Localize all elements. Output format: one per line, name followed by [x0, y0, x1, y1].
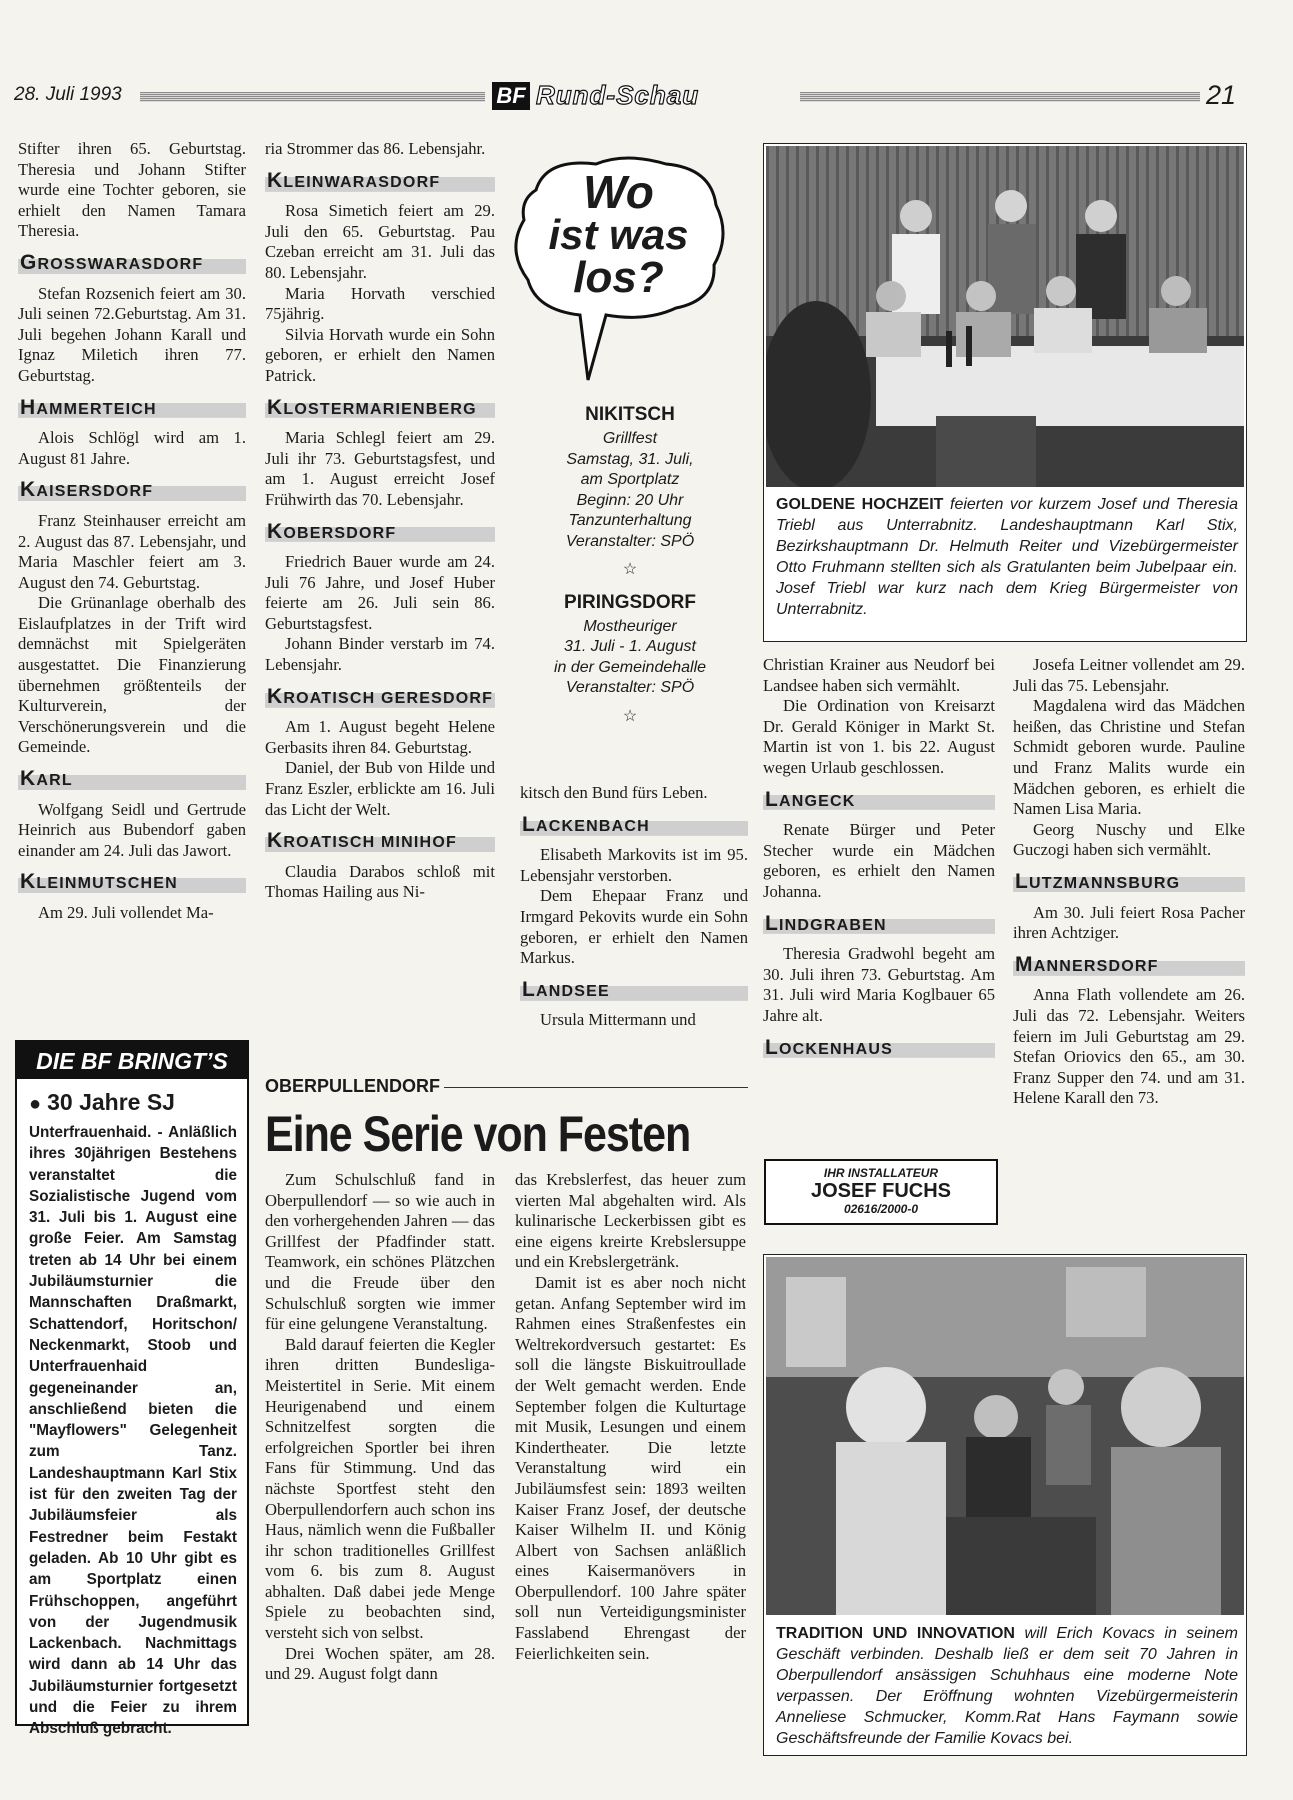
- col4-text-ordination: Die Ordination von Kreisarzt Dr. Gerald Königer in Markt St. Martin ist von 1. bis 22. August wegen Urlaub geschlossen.: [763, 696, 995, 777]
- col5-text-3: Georg Nuschy und Elke Guczogi haben sich vermählt.: [1013, 819, 1245, 860]
- event-1-line: Tanzunterhaltung: [568, 512, 692, 529]
- event-2-line: Veranstalter: SPÖ: [565, 679, 695, 696]
- text-kleinmutschen: Am 29. Juli vollendet Ma-: [38, 903, 214, 922]
- golden-wedding-caption: [776, 494, 1238, 620]
- col3-intro: kitsch den Bund fürs Leben.: [520, 783, 708, 802]
- event-2-line: 31. Juli - 1. August: [564, 638, 696, 655]
- bf-bringts-title-row: [17, 1079, 247, 1120]
- column-4: [763, 655, 995, 1068]
- heading-hammerteich: HAMMERTEICH: [18, 395, 246, 423]
- heading-grosswarasdorf: GROSSWARASDORF: [18, 250, 246, 278]
- event-1-line: am Sportplatz: [580, 471, 680, 488]
- event-1-line: Veranstalter: SPÖ: [565, 532, 695, 550]
- text-lindgraben: Theresia Gradwohl begeht am 30. Juli ihren 73. Geburtstag. Am 31. Juli wird Maria Koglbauer 65 Jahre alt.: [763, 944, 995, 1025]
- text-kleinwarasdorf-1: Rosa Simetich feiert am 29. Juli den 65. Geburtstag. Pau Czeban erreicht am 31. Juli das 80. Lebensjahr.: [265, 201, 495, 282]
- event-1-place: NIKITSCH: [585, 404, 675, 425]
- article-kicker: OBERPULLENDORF: [265, 1076, 444, 1096]
- heading-klostermarienberg: KLOSTERMARIENBERG: [265, 395, 495, 423]
- rundschau-logo: Rund-Schau: [536, 80, 700, 110]
- text-lutzmannsburg: Am 30. Juli feiert Rosa Pacher ihren Achtziger.: [1013, 902, 1245, 943]
- golden-wedding-photo: [766, 146, 1244, 487]
- crowd-photo-illustration: [766, 1257, 1244, 1615]
- column-5: [1013, 655, 1245, 1109]
- text-karl: Wolfgang Seidl und Gertrude Heinrich aus Bubendorf gaben einander am 24. Juli das Jawort.: [18, 799, 246, 860]
- heading-langeck: LANGECK: [763, 787, 995, 815]
- event-1-line: Grillfest: [602, 430, 658, 447]
- golden-wedding-caption-text: feierten vor kurzem Josef und Theresia Triebl aus Unterrabnitz. Landeshauptmann Karl Stix, Bezirkshauptmann Dr. Helmuth Reiter und Vizebürgermeister Otto Fruhmann stellten sich als Gratulanten beim Jubelpaar ein. Josef Triebl war kurz nach dem Krieg Bürgermeister von Unterrabnitz.: [776, 496, 1239, 618]
- heading-kroatisch-geresdorf: KROATISCH GERESDORF: [265, 684, 495, 712]
- shop-opening-caption-text: will Erich Kovacs in seinem Geschäft verbinden. Deshalb ließ er dem seit 70 Jahren in Oberpullendorf ansässigen Schuhhaus eine moderne Note verpassen. Der Eröffnung wohnten Vizebürgermeisterin Anneliese Schmucker, Komm.Rat Hans Faymann sowie Geschäftsfreunde der Familie Kovacs bei.: [776, 1625, 1238, 1747]
- bf-bringts-header: DIE BF BRINGT’S: [17, 1042, 247, 1079]
- column-2: [265, 139, 495, 903]
- col2-intro: ria Strommer das 86. Lebensjahr.: [265, 139, 486, 158]
- heading-kroatisch-minihof: KROATISCH MINIHOF: [265, 828, 495, 856]
- shop-opening-photo: [766, 1257, 1244, 1615]
- heading-kleinwarasdorf: KLEINWARASDORF: [265, 168, 495, 196]
- article-paragraph: Damit ist es aber noch nicht getan. Anfang September wird im Rahmen eines Straßenfestes ein Weltrekordversuch gestartet: Es soll die längste Biskuitroullade der Welt gemacht werden. Ende September folgen die Kulturtage mit Musik, Lesungen und einem Kindertheater. Die letzte Veranstaltung wird ein Jubiläumsfest sein: 1893 weilten Kaiser Franz Josef, der deutsche Kaiser Wilhelm II. und König Albert von Sachsen anläßlich eines Kaisermanövers in Oberpullendorf. 100 Jahre später soll nun Verteidigungsminister Fasslabend Ehrengast der Feierlichkeiten sein.: [515, 1272, 746, 1663]
- text-kleinwarasdorf-2: Maria Horvath verschied 75jährig.: [265, 283, 495, 324]
- article-paragraph: Drei Wochen später, am 28. und 29. August folgt dann: [265, 1643, 495, 1684]
- text-mannersdorf: Anna Flath vollendete am 26. Juli das 72. Lebensjahr. Weiters feiern im Juli Geburtstag am 29. Stefan Oriovics den 65., am 30. Franz Supper den 74. und am 31. Helene Karall den 73.: [1013, 985, 1245, 1108]
- bf-logo: BF: [492, 82, 530, 110]
- article-kicker-row: [265, 1076, 748, 1102]
- group-photo-illustration: [766, 146, 1244, 487]
- text-grosswarasdorf: Stefan Rozsenich feiert am 30. Juli seinen 72.Geburtstag. Am 31. Juli begehen Johann Karall und Ignaz Miletich ihren 77. Geburtstag.: [18, 283, 246, 385]
- text-klostermarienberg: Maria Schlegl feiert am 29. Juli ihr 73. Geburtstagsfest, und am 1. August erreicht Josef Frühwirth das 70. Lebensjahr.: [265, 428, 495, 509]
- text-kleinwarasdorf-3: Silvia Horvath wurde ein Sohn geboren, er erhielt den Namen Patrick.: [265, 324, 495, 385]
- event-2-place: PIRINGSDORF: [564, 591, 696, 613]
- col1-intro: Stifter ihren 65. Geburtstag. Theresia und Johann Stifter wurde eine Tochter geboren, sie erhielt den Namen Tamara Theresia.: [18, 139, 246, 241]
- column-3: [520, 783, 748, 1031]
- text-kroatisch-geresdorf-1: Am 1. August begeht Helene Gerbasits ihren 84. Geburtstag.: [265, 717, 495, 757]
- event-2-line: in der Gemeindehalle: [553, 658, 707, 676]
- heading-kleinmutschen: KLEINMUTSCHEN: [18, 869, 246, 897]
- heading-lackenbach: LACKENBACH: [520, 812, 748, 840]
- article-headline: Eine Serie von Festen: [265, 1106, 691, 1162]
- heading-kobersdorf: KOBERSDORF: [265, 519, 495, 547]
- golden-wedding-photo-box: [763, 143, 1247, 642]
- issue-date: 28. Juli 1993: [14, 84, 122, 105]
- heading-lockenhaus: LOCKENHAUS: [763, 1035, 995, 1063]
- heading-kaisersdorf: KAISERSDORF: [18, 477, 246, 505]
- shop-opening-photo-box: [763, 1254, 1247, 1756]
- heading-landsee: LANDSEE: [520, 977, 748, 1005]
- text-langeck: Renate Bürger und Peter Stecher wurde ein Mädchen geboren, es erhielt den Namen Johanna.: [763, 820, 995, 901]
- col5-text-1: Josefa Leitner vollendet am 29. Juli das 75. Lebensjahr.: [1013, 655, 1245, 695]
- golden-wedding-caption-title: GOLDENE HOCHZEIT: [776, 496, 944, 513]
- events-listing: [520, 403, 740, 727]
- article-paragraph: das Krebslerfest, das heuer zum vierten Mal abgehalten wird. Als kulinarische Leckerbissen gibt es eine eigens kreirte Krebslersuppe und ein Krebslergetränk.: [515, 1170, 746, 1272]
- shop-opening-caption-title: TRADITION UND INNOVATION: [776, 1625, 1015, 1642]
- header-rule-right: [800, 92, 1200, 102]
- page-number: 21: [1206, 80, 1237, 110]
- text-hammerteich: Alois Schlögl wird am 1. August 81 Jahre.: [18, 428, 246, 468]
- text-kroatisch-minihof: Claudia Darabos schloß mit Thomas Hailing aus Ni-: [265, 861, 495, 902]
- heading-lutzmannsburg: LUTZMANNSBURG: [1013, 869, 1245, 897]
- text-lackenbach-2: Dem Ehepaar Franz und Irmgard Pekovits wurde ein Sohn geboren, er erhielt den Namen Markus.: [520, 886, 748, 968]
- article-paragraph: Zum Schulschluß fand in Oberpullendorf — so wie auch in den vorhergehenden Jahren — das Grillfest der Pfadfinder statt. Teamwork, ein schönes Plätzchen und die Freude über den Schulschluß sorgten wie immer für eine gelungene Veranstaltung.: [265, 1170, 495, 1334]
- heading-lindgraben: LINDGRABEN: [763, 911, 995, 939]
- ad-line-1: IHR INSTALLATEUR: [823, 1166, 939, 1180]
- bubble-line-1: Wo: [583, 166, 654, 218]
- star-icon: ☆: [622, 707, 638, 725]
- shop-opening-caption: [776, 1623, 1238, 1749]
- installateur-ad: [764, 1159, 998, 1225]
- text-kobersdorf-1: Friedrich Bauer wurde am 24. Juli 76 Jahre, und Josef Huber feierte am 26. Juli sein 86. Geburtstagsfest.: [265, 552, 495, 633]
- text-lackenbach-1: Elisabeth Markovits ist im 95. Lebensjahr verstorben.: [520, 845, 748, 885]
- text-kroatisch-geresdorf-2: Daniel, der Bub von Hilde und Franz Eszler, erblickte am 16. Juli das Licht der Welt.: [265, 758, 495, 819]
- text-kaisersdorf-2: Die Grünanlage oberhalb des Eislaufplatzes in der Trift wird demnächst mit Spielgeräten ausgestattet. Die Finanzierung übernehmen größtenteils der Kulturverein, der Verschönerungsverein und die Gemeinde.: [18, 593, 246, 757]
- bubble-line-2: ist was: [548, 211, 689, 258]
- text-kaisersdorf-1: Franz Steinhauser erreicht am 2. August das 87. Lebensjahr, und Maria Maschler feiert am 3. August den 74. Geburtstag.: [18, 510, 246, 592]
- event-1-line: Samstag, 31. Juli,: [566, 450, 694, 468]
- event-1-line: Beginn: 20 Uhr: [576, 491, 684, 509]
- bf-bringts-box: [15, 1040, 249, 1738]
- bf-bringts-text: Unterfrauenhaid. - Anläßlich ihres 30jährigen Bestehens veranstaltet die Sozialistische Jugend vom 31. Juli bis 1. August eine große Feier. Am Samstag treten ab 14 Uhr bei einem Jubiläumsturnier die Mannschaften Draßmarkt, Schattendorf, Horitschon/ Neckenmarkt, Stoob und Unterfrauenhaid gegeneinander an, anschließend bieten die "Mayflowers" Gelegenheit zum Tanz. Landeshauptmann Karl Stix ist für den zweiten Tag der Jubiläumsfeier als Festredner beim Festakt geladen. Ab 10 Uhr gibt es am Sportplatz einen Frühschoppen, angeführt von der Jugendmusik Lackenbach. Nachmittags wird dann ab 14 Uhr das Jubiläumsturnier fortgesetzt und die Feier zu ihrem Abschluß gebracht.: [29, 1124, 237, 1738]
- article-column-1: [265, 1170, 495, 1685]
- event-2-line: Mostheuriger: [583, 617, 677, 635]
- text-landsee: Ursula Mittermann und: [540, 1010, 696, 1030]
- ad-line-3: 02616/2000-0: [843, 1202, 919, 1216]
- heading-karl: KARL: [18, 766, 246, 794]
- col5-text-2: Magdalena wird das Mädchen heißen, das Christine und Stefan Schmidt geboren wurde. Pauline und Franz Malits wurde ein Mädchen geboren, es erhielt die Namen Lisa Maria.: [1013, 696, 1245, 819]
- column-1: [18, 139, 246, 924]
- bullet-icon: ●: [29, 1093, 42, 1115]
- page-header: [14, 82, 1246, 114]
- article-column-2: [515, 1170, 746, 1664]
- header-rule-left: [140, 92, 485, 102]
- bf-bringts-title: 30 Jahre SJ: [47, 1089, 175, 1115]
- wo-ist-was-los-bubble: [506, 150, 731, 390]
- article-paragraph: Bald darauf feierten die Kegler ihren dritten Bundesliga-Meistertitel in Serie. Mit einem Heurigenabend und einem Schnitzelfest sorgten die erfolgreichen Sportler bei ihren Fans für Stimmung. Und das nächste Sportfest steht den Oberpullendorfern auch schon ins Haus, nämlich wenn die Fußballer ihr schon traditionelles Grillfest vom 6. bis zum 8. August abhalten. Daß dabei jede Menge Spiele zu beobachten sind, versteht sich von selbst.: [265, 1334, 495, 1643]
- ad-line-2: JOSEF FUCHS: [810, 1180, 952, 1202]
- text-kobersdorf-2: Johann Binder verstarb im 74. Lebensjahr.: [265, 634, 495, 675]
- heading-mannersdorf: MANNERSDORF: [1013, 952, 1245, 980]
- star-icon: ☆: [622, 561, 638, 578]
- bubble-line-3: los?: [573, 253, 664, 302]
- col4-intro: Christian Krainer aus Neudorf bei Landsee haben sich vermählt.: [763, 655, 995, 695]
